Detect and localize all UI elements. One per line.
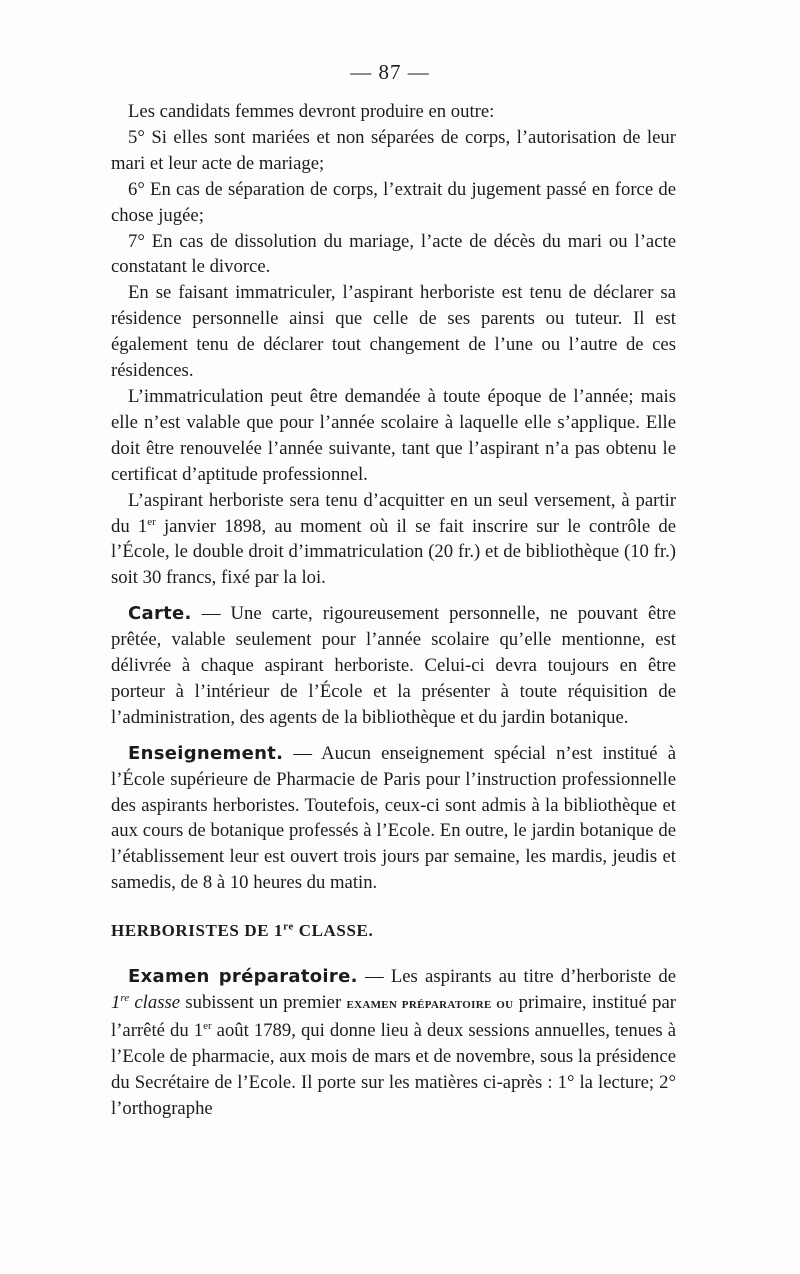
fees-sup: er: [147, 515, 156, 528]
body-text: [111, 99, 676, 1122]
fees-text-a: L’aspirant herboriste sera tenu d’acquitter en un seul versement, à partir du 1: [111, 489, 676, 537]
paragraph-immatriculation: L’immatriculation peut être demandée à toute époque de l’année; mais elle n’est valable que pour l’année scolaire à laquelle elle s’applique. Elle doit être renouvelée l’année suivante, tant que l’aspirant n’a pas obtenu le certificat d’aptitude professionnel.: [111, 385, 676, 485]
examen-sup: er: [203, 1019, 212, 1032]
carte-text: — Une carte, rigoureusement personnelle, ne pouvant être prêtée, valable seulement pour l’année scolaire qu’elle mentionne, est délivrée à chaque aspirant herboriste. Celui-ci devra toujours en être porteur à l’intérieur de l’École et la présenter à toute réquisition de l’administration, des agents de la bibliothèque et du jardin botanique.: [111, 603, 676, 728]
examen-heading: Examen préparatoire.: [128, 966, 358, 988]
paragraph-item-5: 5° Si elles sont mariées et non séparées de corps, l’autorisation de leur mari et leur acte de mariage;: [111, 126, 676, 174]
examen-text-2: subissent un premier: [180, 992, 347, 1013]
paragraph-enseignement: [111, 741, 676, 896]
paragraph-carte: [111, 601, 676, 731]
section-title: [111, 918, 676, 944]
examen-text-3: primaire, institué par l’arrêté du 1: [111, 992, 676, 1041]
examen-class-num: 1: [111, 992, 121, 1013]
examen-class-sup: re: [120, 991, 130, 1004]
page-number: — 87 —: [350, 60, 430, 84]
paragraph-item-7: 7° En cas de dissolution du mariage, l’acte de décès du mari ou l’acte constatant le divorce.: [111, 230, 676, 278]
examen-text-1: — Les aspirants au titre d’herboriste de: [357, 966, 676, 988]
examen-text-4: août 1789, qui donne lieu à deux sessions annuelles, tenues à l’Ecole de pharmacie, aux mois de mars et de novembre, sous la présidence du Secrétaire de l’Ecole. Il porte sur les matières ci-après : 1° la lecture; 2° l’orthographe: [111, 1019, 676, 1119]
carte-heading: Carte.: [128, 603, 192, 625]
section-title-a: HERBORISTES DE 1: [111, 921, 284, 941]
examen-caps: examen préparatoire ou: [346, 996, 514, 1012]
section-title-sup: re: [283, 920, 294, 933]
section-title-b: CLASSE.: [293, 921, 374, 941]
paragraph-intro: Les candidats femmes devront produire en outre:: [128, 101, 495, 122]
paragraph-residence: En se faisant immatriculer, l’aspirant herboriste est tenu de déclarer sa résidence personnelle ainsi que celle de ses parents ou tuteur. Il est également tenu de déclarer tout changement de l’une ou l’autre de ces résidences.: [111, 282, 676, 382]
enseignement-text: — Aucun enseignement spécial n’est institué à l’École supérieure de Pharmacie de Paris pour l’instruction professionnelle des aspirants herboristes. Toutefois, ceux-ci sont admis à la bibliothèque et aux cours de botanique professés à l’Ecole. En outre, le jardin botanique de l’établissement leur est ouvert trois jours par semaine, les mardis, jeudis et samedis, de 8 à 10 heures du matin.: [111, 742, 676, 894]
paragraph-item-6: 6° En cas de séparation de corps, l’extrait du jugement passé en force de chose jugée;: [111, 178, 676, 226]
enseignement-heading: Enseignement.: [128, 742, 284, 764]
paragraph-examen: [111, 964, 676, 1121]
paragraph-fees: [111, 488, 676, 592]
examen-class-word: classe: [129, 992, 181, 1013]
fees-text-b: janvier 1898, au moment où il se fait inscrire sur le contrôle de l’École, le double droit d’immatriculation (20 fr.) et de bibliothèque (10 fr.) soit 30 francs, fixé par la loi.: [111, 515, 676, 589]
